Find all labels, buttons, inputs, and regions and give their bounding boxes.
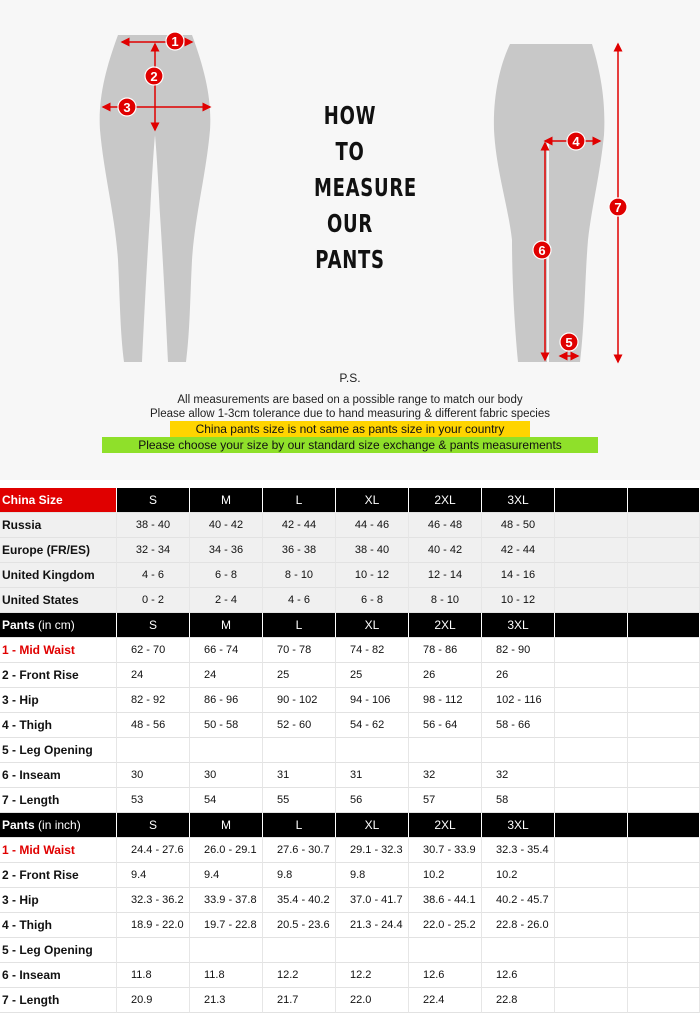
table-row xyxy=(0,963,700,988)
table-cell xyxy=(117,738,190,763)
table-cell: 22.4 xyxy=(409,988,482,1013)
empty-cell xyxy=(555,988,628,1013)
table-cell: 38 - 40 xyxy=(117,513,190,538)
table-cell: 10.2 xyxy=(409,863,482,888)
table-row xyxy=(0,588,700,613)
table-cell: 12.2 xyxy=(263,963,336,988)
table-cell: 29.1 - 32.3 xyxy=(336,838,409,863)
table-cell: 10.2 xyxy=(482,863,555,888)
empty-cell xyxy=(555,663,628,688)
empty-cell xyxy=(628,938,700,963)
empty-cell xyxy=(628,813,700,838)
empty-cell xyxy=(555,963,628,988)
table-cell: 66 - 74 xyxy=(190,638,263,663)
row-label: 7 - Length xyxy=(0,788,117,813)
table-row xyxy=(0,763,700,788)
size_table-size-1: M xyxy=(190,488,263,513)
size_table-header-label: China Size xyxy=(0,488,117,513)
table-cell: 38 - 40 xyxy=(336,538,409,563)
table-cell: 30 xyxy=(190,763,263,788)
inch_table-size-2: L xyxy=(263,813,336,838)
table-cell: 14 - 16 xyxy=(482,563,555,588)
table-cell: 22.8 - 26.0 xyxy=(482,913,555,938)
empty-cell xyxy=(555,938,628,963)
empty-cell xyxy=(628,663,700,688)
table-cell: 46 - 48 xyxy=(409,513,482,538)
table-cell: 2 - 4 xyxy=(190,588,263,613)
table-cell: 4 - 6 xyxy=(263,588,336,613)
empty-cell xyxy=(628,488,700,513)
table-cell xyxy=(263,938,336,963)
row-label: 1 - Mid Waist xyxy=(0,838,117,863)
marker-6: 6 xyxy=(538,243,546,258)
table-cell xyxy=(190,738,263,763)
row-label: 5 - Leg Opening xyxy=(0,938,117,963)
size_table-header-row xyxy=(0,488,700,513)
table-row xyxy=(0,538,700,563)
empty-cell xyxy=(628,713,700,738)
table-cell: 48 - 56 xyxy=(117,713,190,738)
empty-cell xyxy=(555,838,628,863)
ps-label: P.S. xyxy=(339,371,361,385)
empty-cell xyxy=(628,538,700,563)
table-cell: 42 - 44 xyxy=(482,538,555,563)
table-cell xyxy=(336,938,409,963)
table-cell xyxy=(190,938,263,963)
table-cell: 27.6 - 30.7 xyxy=(263,838,336,863)
table-cell: 55 xyxy=(263,788,336,813)
empty-cell xyxy=(555,863,628,888)
table-cell xyxy=(409,738,482,763)
row-label: 1 - Mid Waist xyxy=(0,638,117,663)
empty-cell xyxy=(628,638,700,663)
row-label: 2 - Front Rise xyxy=(0,663,117,688)
table-cell: 36 - 38 xyxy=(263,538,336,563)
empty-cell xyxy=(555,738,628,763)
table-cell: 32.3 - 35.4 xyxy=(482,838,555,863)
table-cell: 26 xyxy=(409,663,482,688)
empty-cell xyxy=(628,913,700,938)
inch_table-header-row xyxy=(0,813,700,838)
table-cell: 12.6 xyxy=(482,963,555,988)
table-cell: 30.7 - 33.9 xyxy=(409,838,482,863)
table-cell: 40.2 - 45.7 xyxy=(482,888,555,913)
table-cell: 25 xyxy=(336,663,409,688)
table-cell: 78 - 86 xyxy=(409,638,482,663)
row-label: 5 - Leg Opening xyxy=(0,738,117,763)
table-cell: 94 - 106 xyxy=(336,688,409,713)
table-cell: 32 xyxy=(409,763,482,788)
marker-4: 4 xyxy=(572,134,580,149)
table-cell: 20.5 - 23.6 xyxy=(263,913,336,938)
side-pants-shape xyxy=(494,44,604,362)
table-cell: 24 xyxy=(117,663,190,688)
empty-cell xyxy=(555,563,628,588)
cm_table-size-1: M xyxy=(190,613,263,638)
table-cell: 12.2 xyxy=(336,963,409,988)
table-cell: 32 - 34 xyxy=(117,538,190,563)
table-cell: 22.0 - 25.2 xyxy=(409,913,482,938)
table-cell: 24 xyxy=(190,663,263,688)
table-cell: 102 - 116 xyxy=(482,688,555,713)
table-row xyxy=(0,988,700,1013)
table-cell: 98 - 112 xyxy=(409,688,482,713)
table-cell: 70 - 78 xyxy=(263,638,336,663)
row-label: 3 - Hip xyxy=(0,688,117,713)
row-label: 3 - Hip xyxy=(0,888,117,913)
table-cell: 90 - 102 xyxy=(263,688,336,713)
table-cell: 30 xyxy=(117,763,190,788)
row-label: 4 - Thigh xyxy=(0,913,117,938)
table-cell: 12 - 14 xyxy=(409,563,482,588)
table-cell: 44 - 46 xyxy=(336,513,409,538)
cm_table-size-4: 2XL xyxy=(409,613,482,638)
table-cell: 42 - 44 xyxy=(263,513,336,538)
table-cell: 54 - 62 xyxy=(336,713,409,738)
table-row xyxy=(0,913,700,938)
marker-3: 3 xyxy=(123,100,131,115)
table-cell: 26 xyxy=(482,663,555,688)
table-cell: 58 - 66 xyxy=(482,713,555,738)
table-row xyxy=(0,638,700,663)
table-cell: 74 - 82 xyxy=(336,638,409,663)
table-cell: 4 - 6 xyxy=(117,563,190,588)
table-cell: 32.3 - 36.2 xyxy=(117,888,190,913)
table-cell: 22.8 xyxy=(482,988,555,1013)
size_table-size-2: L xyxy=(263,488,336,513)
table-cell: 9.4 xyxy=(117,863,190,888)
measurement-diagram xyxy=(0,0,700,480)
table-cell xyxy=(482,938,555,963)
table-cell: 24.4 - 27.6 xyxy=(117,838,190,863)
marker-7: 7 xyxy=(614,200,622,215)
table-cell: 62 - 70 xyxy=(117,638,190,663)
table-row xyxy=(0,788,700,813)
table-cell: 82 - 90 xyxy=(482,638,555,663)
empty-cell xyxy=(628,763,700,788)
empty-cell xyxy=(628,988,700,1013)
table-cell xyxy=(263,738,336,763)
table-cell: 6 - 8 xyxy=(190,563,263,588)
table-cell: 33.9 - 37.8 xyxy=(190,888,263,913)
table-cell: 26.0 - 29.1 xyxy=(190,838,263,863)
table-cell: 21.3 xyxy=(190,988,263,1013)
empty-cell xyxy=(555,913,628,938)
row-label: Russia xyxy=(0,513,117,538)
marker-2: 2 xyxy=(150,69,158,84)
row-label: Europe (FR/ES) xyxy=(0,538,117,563)
empty-cell xyxy=(628,738,700,763)
empty-cell xyxy=(628,613,700,638)
cm_table-size-2: L xyxy=(263,613,336,638)
table-cell: 31 xyxy=(336,763,409,788)
inch_table-size-4: 2XL xyxy=(409,813,482,838)
table-cell: 11.8 xyxy=(190,963,263,988)
table-cell: 20.9 xyxy=(117,988,190,1013)
inch_table-size-5: 3XL xyxy=(482,813,555,838)
cm_table-size-0: S xyxy=(117,613,190,638)
row-label: United States xyxy=(0,588,117,613)
table-cell: 58 xyxy=(482,788,555,813)
table-row xyxy=(0,713,700,738)
table-cell: 38.6 - 44.1 xyxy=(409,888,482,913)
row-label: 2 - Front Rise xyxy=(0,863,117,888)
marker-5: 5 xyxy=(565,335,573,350)
table-cell: 19.7 - 22.8 xyxy=(190,913,263,938)
table-cell: 8 - 10 xyxy=(409,588,482,613)
table-cell xyxy=(409,938,482,963)
row-label: 6 - Inseam xyxy=(0,963,117,988)
table-row xyxy=(0,938,700,963)
table-cell: 9.4 xyxy=(190,863,263,888)
diagram-title: HOW TO MEASURE OUR PANTS xyxy=(314,101,417,274)
cm_table-header-label: Pants (in cm) xyxy=(0,613,117,638)
row-label: 7 - Length xyxy=(0,988,117,1013)
highlight-note-green: Please choose your size by our standard size exchange & pants measurements xyxy=(102,437,598,453)
inch_table-size-3: XL xyxy=(336,813,409,838)
empty-cell xyxy=(555,763,628,788)
table-row xyxy=(0,738,700,763)
table-cell: 35.4 - 40.2 xyxy=(263,888,336,913)
empty-cell xyxy=(628,838,700,863)
empty-cell xyxy=(628,588,700,613)
row-label: United Kingdom xyxy=(0,563,117,588)
empty-cell xyxy=(555,638,628,663)
inch_table-size-1: M xyxy=(190,813,263,838)
table-row xyxy=(0,513,700,538)
empty-cell xyxy=(555,688,628,713)
inch_table-header-label: Pants (in inch) xyxy=(0,813,117,838)
table-row xyxy=(0,863,700,888)
size_table-size-3: XL xyxy=(336,488,409,513)
table-cell: 53 xyxy=(117,788,190,813)
table-cell: 56 xyxy=(336,788,409,813)
table-cell: 18.9 - 22.0 xyxy=(117,913,190,938)
cm_table-header-row xyxy=(0,613,700,638)
empty-cell xyxy=(628,513,700,538)
size_table-size-0: S xyxy=(117,488,190,513)
empty-cell xyxy=(628,963,700,988)
table-cell: 50 - 58 xyxy=(190,713,263,738)
table-cell: 31 xyxy=(263,763,336,788)
table-cell: 0 - 2 xyxy=(117,588,190,613)
table-cell: 21.7 xyxy=(263,988,336,1013)
table-cell: 82 - 92 xyxy=(117,688,190,713)
table-cell: 56 - 64 xyxy=(409,713,482,738)
table-cell: 10 - 12 xyxy=(336,563,409,588)
note-line-2: Please allow 1-3cm tolerance due to hand measuring & different fabric species xyxy=(150,408,550,420)
empty-cell xyxy=(628,788,700,813)
table-cell: 8 - 10 xyxy=(263,563,336,588)
size_table-size-4: 2XL xyxy=(409,488,482,513)
empty-cell xyxy=(555,588,628,613)
table-cell: 25 xyxy=(263,663,336,688)
cm_table-size-5: 3XL xyxy=(482,613,555,638)
table-row xyxy=(0,838,700,863)
table-cell: 34 - 36 xyxy=(190,538,263,563)
highlight-note-yellow: China pants size is not same as pants size in your country xyxy=(170,421,530,437)
row-label: 4 - Thigh xyxy=(0,713,117,738)
empty-cell xyxy=(555,613,628,638)
table-cell: 86 - 96 xyxy=(190,688,263,713)
table-cell: 48 - 50 xyxy=(482,513,555,538)
empty-cell xyxy=(555,713,628,738)
table-cell: 57 xyxy=(409,788,482,813)
table-cell: 6 - 8 xyxy=(336,588,409,613)
table-cell: 37.0 - 41.7 xyxy=(336,888,409,913)
table-row xyxy=(0,663,700,688)
row-label: 6 - Inseam xyxy=(0,763,117,788)
table-cell: 12.6 xyxy=(409,963,482,988)
empty-cell xyxy=(555,538,628,563)
table-row xyxy=(0,688,700,713)
size_table-size-5: 3XL xyxy=(482,488,555,513)
empty-cell xyxy=(555,513,628,538)
table-row xyxy=(0,563,700,588)
table-cell: 52 - 60 xyxy=(263,713,336,738)
marker-1: 1 xyxy=(171,34,179,49)
cm_table-size-3: XL xyxy=(336,613,409,638)
table-cell: 32 xyxy=(482,763,555,788)
table-cell xyxy=(482,738,555,763)
inch_table-size-0: S xyxy=(117,813,190,838)
table-row xyxy=(0,888,700,913)
note-line-1: All measurements are based on a possible range to match our body xyxy=(177,394,523,406)
empty-cell xyxy=(628,863,700,888)
empty-cell xyxy=(555,788,628,813)
table-cell: 40 - 42 xyxy=(409,538,482,563)
table-cell: 9.8 xyxy=(336,863,409,888)
table-cell xyxy=(117,938,190,963)
empty-cell xyxy=(628,688,700,713)
table-cell: 22.0 xyxy=(336,988,409,1013)
table-cell: 11.8 xyxy=(117,963,190,988)
table-cell: 10 - 12 xyxy=(482,588,555,613)
table-cell: 40 - 42 xyxy=(190,513,263,538)
empty-cell xyxy=(628,888,700,913)
size-chart-table xyxy=(0,488,700,1013)
empty-cell xyxy=(628,563,700,588)
empty-cell xyxy=(555,888,628,913)
table-cell: 9.8 xyxy=(263,863,336,888)
empty-cell xyxy=(555,488,628,513)
table-cell: 54 xyxy=(190,788,263,813)
table-cell: 21.3 - 24.4 xyxy=(336,913,409,938)
empty-cell xyxy=(555,813,628,838)
table-cell xyxy=(336,738,409,763)
